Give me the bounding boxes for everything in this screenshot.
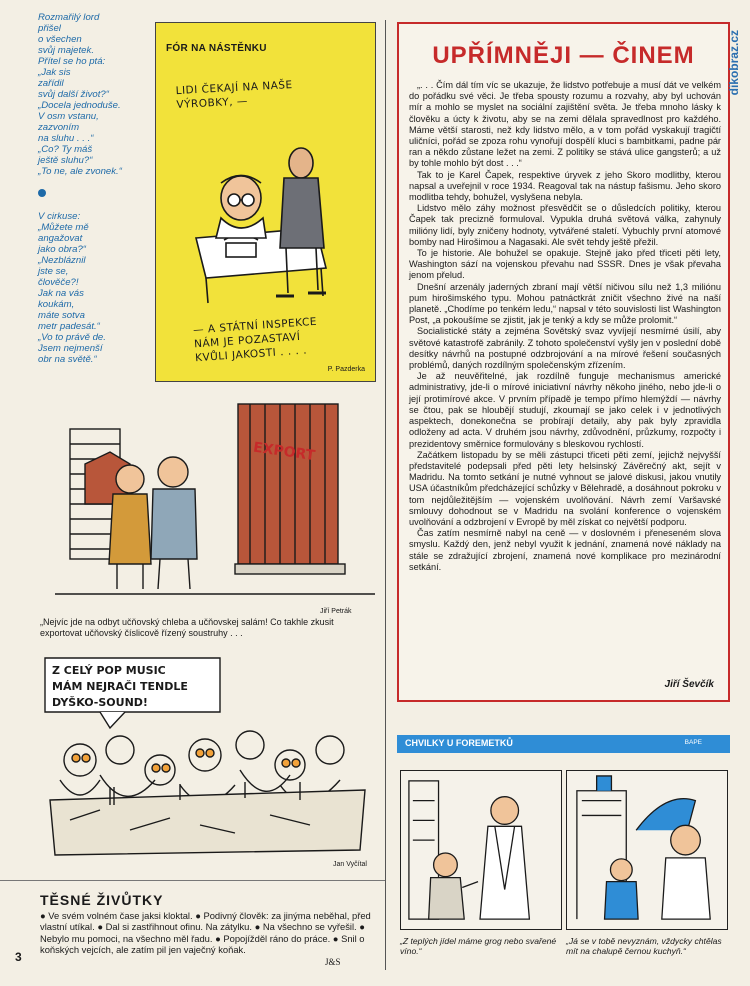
- poster-author: P. Pazderka: [327, 366, 365, 373]
- article-paragraph: Dnešní arzenály jaderných zbraní mají větší ničivou sílu než 1,3 miliónu pum hirošimského typu. Mohou patnáctkrát zničit všechno živé na naší planetě. „Chodíme po tenkém ledu,“ napsal v této souvislosti list Washington Post, „a pokoušíme se zjistit, jak je tenký a kdy se může prolomit.“: [409, 281, 721, 326]
- page-number: 3: [15, 950, 22, 964]
- cartoon2-caption: „Nejvíc jde na odbyt učňovský chleba a učňovskej salám! Co takhle zkusit exportovat učňovský číslicově řízený soustruhy . . .: [40, 617, 334, 638]
- crate-sign: EXPORT: [252, 439, 317, 465]
- article-title: UPŘÍMNĚJI — ČINEM: [432, 42, 695, 69]
- strip-header: [397, 735, 730, 753]
- article-paragraph: Je až neuvěřitelné, jak rozdílně funguje mechanismus americké administrativy, jde-li o mírové iniciativní návrhy někoho jiného, nebo jde-li o její protimírové akce. V prvním případě je tempo přímo hlemýždí — návrhy se čtou, pak se hloubějí studují, zkoumají se jako celek i v jednotlivých aspektech, donekonečna se probírají detaily, aby pak byly zpravidla odloženy ad acta. V druhém jsou návrhy, zdůvodnění, průzkumy, rozpočty i prezidentovy směrnice formulovány s bleskovou rychlostí.: [409, 371, 721, 449]
- article-paragraph: Začátkem listopadu by se měli zástupci třiceti pěti zemí, jejichž nejvyšší představitelé podepsali před pěti lety helsinský Závěrečný akt, sejít v Madridu. Na tomto setkání je nutné vyhnout se jalové diskusi, jakou vnutily USA účastníkům předcházející schůzky v Bělehradě, a dosáhnout pokroku v tom nejdůležitějším — vojenském uvolňování. Návrh zemí Varšavské smlouvy dohodnout se v Madridu na svolání konference o vojenském uvolňování a odzbrojení v Evropě by měl získat co největší podporu.: [409, 449, 721, 527]
- speech-bubble-line-2: MÁM NEJRAČI TENDLE: [52, 680, 188, 693]
- strip-panel-left: [400, 770, 562, 930]
- article-signature: Jiří Ševčík: [664, 679, 714, 690]
- column-divider: [385, 20, 386, 970]
- article-paragraph: Lidstvo mělo záhy možnost přesvědčit se o důsledcích politiky, kterou Čapek tak precizně formuloval. Vypukla druhá světová válka, zahynuly milióny lidí, byly zničeny hodnoty, vytvářené staletí. Vybuchly první atomové bomby nad Hirošimou a Nagasaki. Ale svět tehdy ještě přežil.: [409, 203, 721, 247]
- article-paragraph: To je historie. Ale bohužel se opakuje. Stejně jako před třiceti pěti lety, Washington sází na vojenskou převahu nad SSSR. Dnes je však převaha jenom přelud.: [409, 248, 721, 281]
- cartoon3-author: Jan Vyčítal: [333, 861, 367, 868]
- poster-illustration: [166, 118, 366, 318]
- bullet-dot-icon: [38, 189, 46, 197]
- site-watermark: dikobraz.cz: [727, 30, 741, 96]
- export-cartoon: [55, 394, 375, 608]
- article-box: [397, 22, 730, 702]
- section-divider: [0, 880, 385, 881]
- speech-bubble-line-3: DYŠKO-SOUND!: [52, 696, 148, 709]
- strip-panel-right: [566, 770, 728, 930]
- article-paragraph: „. . . Čím dál tím víc se ukazuje, že lidstvo potřebuje a musí dát ve velkém do pořádku své věci. Je třeba spousty rozumu a rozvahy, aby byl uchován mír a mohlo se myslet na sociální zajištění světa. Je třeba mnoho lásky k člověku a úcty k životu, aby se na zemi dělala spravedlnost pro každého. Máme větší starosti, než kdy lidstvo mělo, a v tom pořád vyskakují tragičtí uličníci, pořád se zpoza rohu vynořují dospělí kluci s bambitkami, padne pár ran a někdo zůstane ležet na zemi. Z politiky se stává ulice gangsterů; a už by tohle mohlo být dost . . .“: [409, 80, 721, 169]
- jokes-column: [38, 12, 150, 365]
- article-paragraph: Čas zatím nesmírně nabyl na ceně — v doslovném i přeneseném slova smyslu. Každý den, jenž nebyl využit k jednání, znamená nové náklady na stále se zdražující zbrojení, znamená nové komplikace pro mezinárodní setkání.: [409, 528, 721, 572]
- poster-caption-bottom: — A STÁTNÍ INSPEKCE NÁM JE POZASTAVÍ KVŮLI JAKOSTI . . . .: [192, 315, 318, 365]
- article-paragraph: Tak to je Karel Čapek, respektive úryvek z jeho Skoro modlitby, kterou napsal a uveřejnil v roce 1934. Reagoval tak na nástup fašismu. Jeho skoro modlitba tehdy, bohužel, vyslyšena nebyla.: [409, 169, 721, 203]
- speech-bubble-line-1: Z CELÝ POP MUSIC: [52, 664, 166, 677]
- strip-caption-left: „Z teplých jídel máme grog nebo svařené víno.“: [400, 936, 557, 957]
- strip-title: CHVILKY U FOREMETKŮ: [405, 738, 513, 748]
- joke-lord: Rozmařilý lord přišel o všechen svůj majetek. Přítel se ho ptá: „Jak sis zařídil svůj další život?“ „Docela jednoduše. V osm vstanu, zazvoním na sluhu . . .“ „Co? Ty máš ještě sluhu?“ „To ne, ale zvonek.“: [38, 12, 122, 177]
- printer-mark: J&S: [325, 957, 341, 967]
- poster-cartoon: [155, 22, 376, 382]
- strip-author: BAPE: [684, 739, 702, 746]
- article-paragraph: Socialistické státy a zejména Sovětský svaz vyvíjejí nesmírné úsilí, aby světové katastrofě zabránily. Z tohoto společenství vyšly jen v poslední době desítky návrhů na postupné odzbrojování a na mírové řešení současných problémů, daných rozdílným společenským zřízením.: [409, 326, 721, 371]
- article-body: [409, 80, 721, 573]
- poster-caption-top: LIDI ČEKAJÍ NA NAŠE VÝROBKY, —: [175, 78, 293, 112]
- poster-title: FÓR NA NÁSTĚNKU: [166, 43, 267, 54]
- tesne-body: ● Ve svém volném čase jaksi kloktal. ● Podivný člověk: za jinýma neběhal, před vlastní utíkal. ● Dal si zastřihnout ofinu. Na zátylku. ● Na všechno se vyřešil. ● Nebylo mu pomoci, na všechno měl řadu. ● Popojížděl ráno do práce. ● Snil o koňských vejcích, ale zatím pil jen vaječný koňak.: [40, 910, 371, 956]
- cartoon2-author: Jiří Petrák: [320, 608, 352, 615]
- pop-music-cartoon: [40, 650, 375, 860]
- tesne-title: TĚSNÉ ŽIVŮTKY: [40, 892, 164, 908]
- joke-circus: V cirkuse: „Můžete mě angažovat jako obra?“ „Nezbláznil jste se, člověče?! Jak na vás koukám, máte sotva metr padesát.“ „Vo to právě de. Jsem nejmenší obr na světě.“: [38, 211, 106, 365]
- strip-caption-right: „Já se v tobě nevyznám, vždycky chtělas mít na chalupě černou kuchyň.“: [566, 936, 722, 957]
